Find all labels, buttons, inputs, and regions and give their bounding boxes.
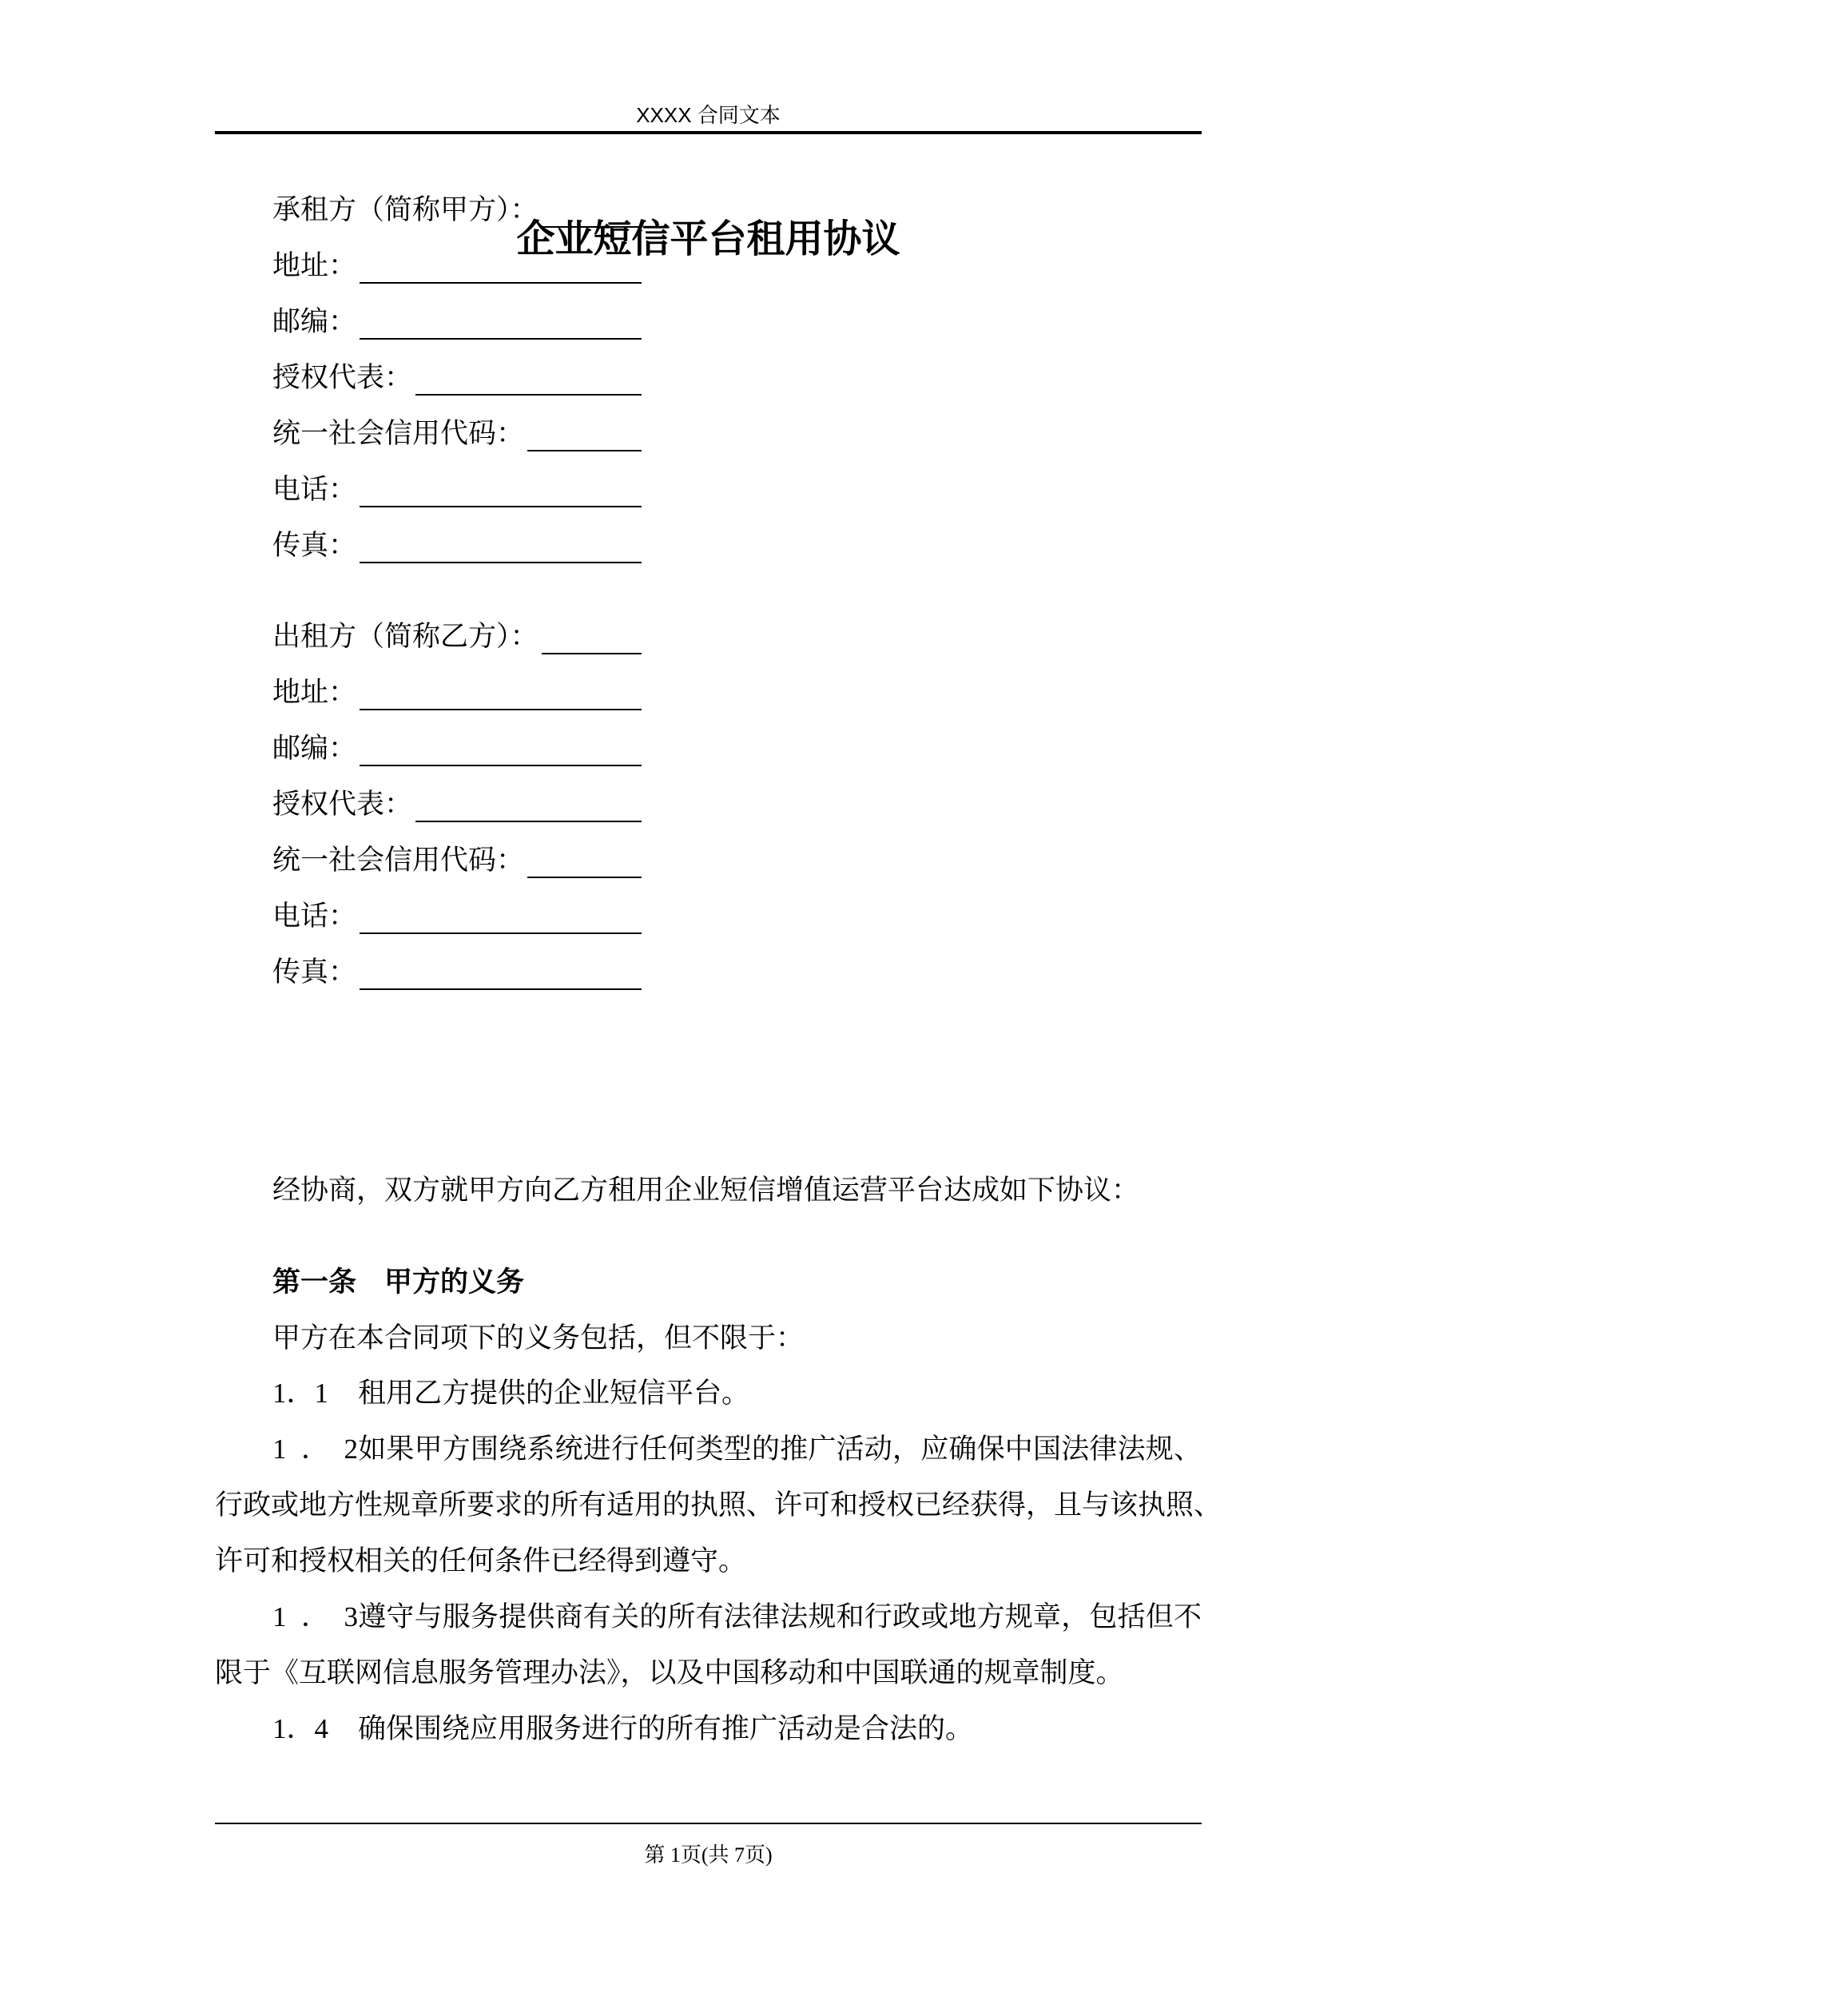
clause-number: 1．2: [272, 1433, 358, 1465]
document-title: 企业短信平台租用协议: [516, 218, 900, 260]
clause-line: [215, 1544, 1202, 1579]
field-blank[interactable]: [360, 255, 642, 284]
field-blank[interactable]: [360, 905, 642, 934]
field-label: 承租方（简称甲方）：: [272, 194, 539, 225]
field-label: 授权代表：: [272, 789, 413, 820]
field-blank[interactable]: [360, 535, 642, 563]
field-label: 统一社会信用代码：: [272, 845, 525, 876]
clause-line: [215, 1376, 1202, 1411]
page-number: 第 1页(共 7页): [644, 1843, 773, 1867]
field-blank[interactable]: [360, 961, 642, 990]
party-a-field: [272, 304, 642, 340]
field-label: 统一社会信用代码：: [272, 418, 525, 449]
field-label: 出租方（简称乙方）：: [272, 621, 539, 652]
field-blank[interactable]: [527, 423, 642, 451]
field-label: 授权代表：: [272, 362, 413, 393]
field-blank[interactable]: [360, 738, 642, 766]
party-b-field: [272, 787, 642, 822]
field-label: 邮编：: [272, 733, 357, 764]
field-blank[interactable]: [527, 849, 642, 878]
clause-text: 确保围绕应用服务进行的所有推广活动是合法的。: [358, 1713, 974, 1744]
field-blank[interactable]: [360, 311, 642, 340]
party-b-field: [272, 955, 642, 990]
field-label: 邮编：: [272, 306, 357, 337]
field-label: 传真：: [272, 956, 357, 988]
clause-text: 如果甲方围绕系统进行任何类型的推广活动，应确保中国法律法规、: [358, 1433, 1202, 1465]
clause-line: [215, 1656, 1202, 1691]
field-label: 地址：: [272, 677, 357, 708]
party-a-field: [272, 472, 642, 507]
party-a-field: [272, 193, 642, 228]
field-blank[interactable]: [360, 682, 642, 710]
party-a-field: [272, 416, 642, 451]
field-blank[interactable]: [542, 626, 642, 654]
clause-number: 1．3: [272, 1601, 358, 1632]
party-b-field: [272, 619, 642, 654]
intro-paragraph: 经协商，双方就甲方向乙方租用企业短信增值运营平台达成如下协议：: [272, 1175, 1140, 1206]
clause-line: [215, 1432, 1202, 1467]
clause-text: 遵守与服务提供商有关的所有法律法规和行政或地方规章，包括但不: [358, 1601, 1202, 1632]
field-blank[interactable]: [360, 479, 642, 507]
field-blank[interactable]: [415, 793, 642, 822]
page-header: XXXX 合同文本: [636, 103, 781, 127]
clause-text: 租用乙方提供的企业短信平台。: [358, 1378, 750, 1409]
field-label: 电话：: [272, 474, 357, 505]
party-a-field: [272, 360, 642, 396]
party-a-field: [272, 249, 642, 284]
field-blank[interactable]: [415, 367, 642, 396]
field-label: 电话：: [272, 901, 357, 932]
clause-line: [215, 1600, 1202, 1635]
clause-text: 行政或地方性规章所要求的所有适用的执照、许可和授权已经获得，且与该执照、: [215, 1489, 1222, 1521]
party-b-field: [272, 731, 642, 766]
clause-line: [215, 1712, 1202, 1747]
footer-divider: [215, 1823, 1202, 1824]
clause-line: [215, 1488, 1222, 1523]
party-b-field: [272, 675, 642, 710]
field-label: 地址：: [272, 250, 357, 281]
article-1-lead: 甲方在本合同项下的义务包括，但不限于：: [272, 1322, 805, 1354]
party-b-field: [272, 843, 642, 878]
party-b-field: [272, 899, 642, 934]
field-blank[interactable]: [542, 199, 642, 228]
party-a-field: [272, 528, 642, 563]
header-divider: [215, 131, 1202, 134]
clause-number: 1．1: [272, 1378, 329, 1409]
field-label: 传真：: [272, 530, 357, 561]
article-1-heading: 第一条 甲方的义务: [272, 1266, 525, 1298]
clause-number: 1．4: [272, 1713, 329, 1744]
clause-text: 许可和授权相关的任何条件已经得到遵守。: [215, 1545, 747, 1577]
clause-text: 限于《互联网信息服务管理办法》，以及中国移动和中国联通的规章制度。: [215, 1657, 1124, 1688]
